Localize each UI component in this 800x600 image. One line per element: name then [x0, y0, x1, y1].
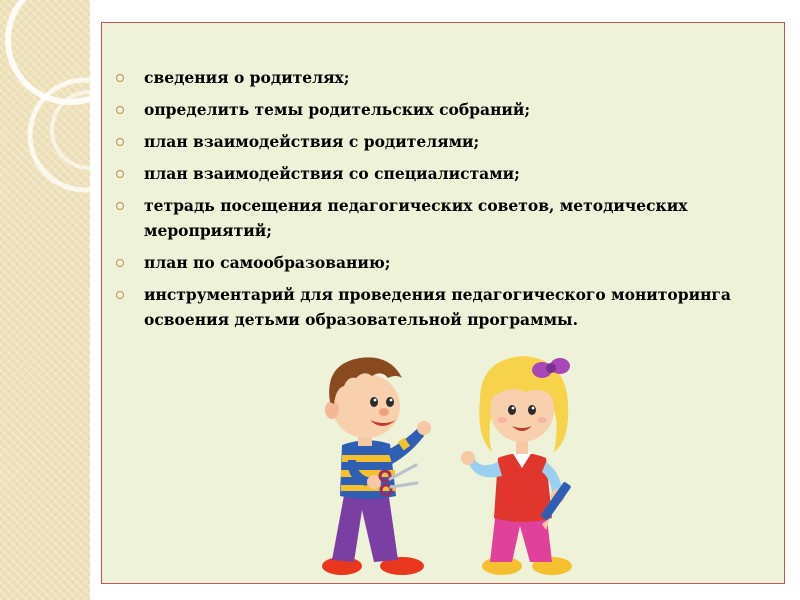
girl-figure — [461, 356, 572, 575]
bullet-text: план взаимодействия с родителями; — [144, 132, 480, 151]
bullet-item — [116, 129, 756, 154]
bullet-circle-icon — [116, 106, 124, 114]
bullet-item — [116, 250, 756, 275]
bullet-circle-icon — [116, 259, 124, 267]
bullet-circle-icon — [116, 74, 124, 82]
bullet-item — [116, 282, 756, 332]
bullet-text: сведения о родителях; — [144, 68, 350, 87]
bullet-text: определить темы родительских собраний; — [144, 100, 531, 119]
bullet-item — [116, 193, 756, 243]
boy-figure — [322, 357, 431, 575]
bullet-circle-icon — [116, 291, 124, 299]
bullet-item — [116, 97, 756, 122]
bullet-circle-icon — [116, 202, 124, 210]
bullet-circle-icon — [116, 138, 124, 146]
bullet-text: план по самообразованию; — [144, 253, 391, 272]
bullet-text: тетрадь посещения педагогических советов, методических мероприятий; — [144, 196, 688, 240]
cartoon-children-illustration — [290, 340, 600, 580]
decorative-circles — [0, 0, 90, 600]
bullet-text: план взаимодействия со специалистами; — [144, 164, 520, 183]
bullet-text: инструментарий для проведения педагогического мониторинга освоения детьми образовательной программы. — [144, 285, 731, 329]
bullet-circle-icon — [116, 170, 124, 178]
decorative-side-panel — [0, 0, 90, 600]
decor-circle-large — [8, 0, 90, 102]
bullet-item — [116, 65, 756, 90]
bullet-list — [116, 65, 756, 339]
bullet-item — [116, 161, 756, 186]
